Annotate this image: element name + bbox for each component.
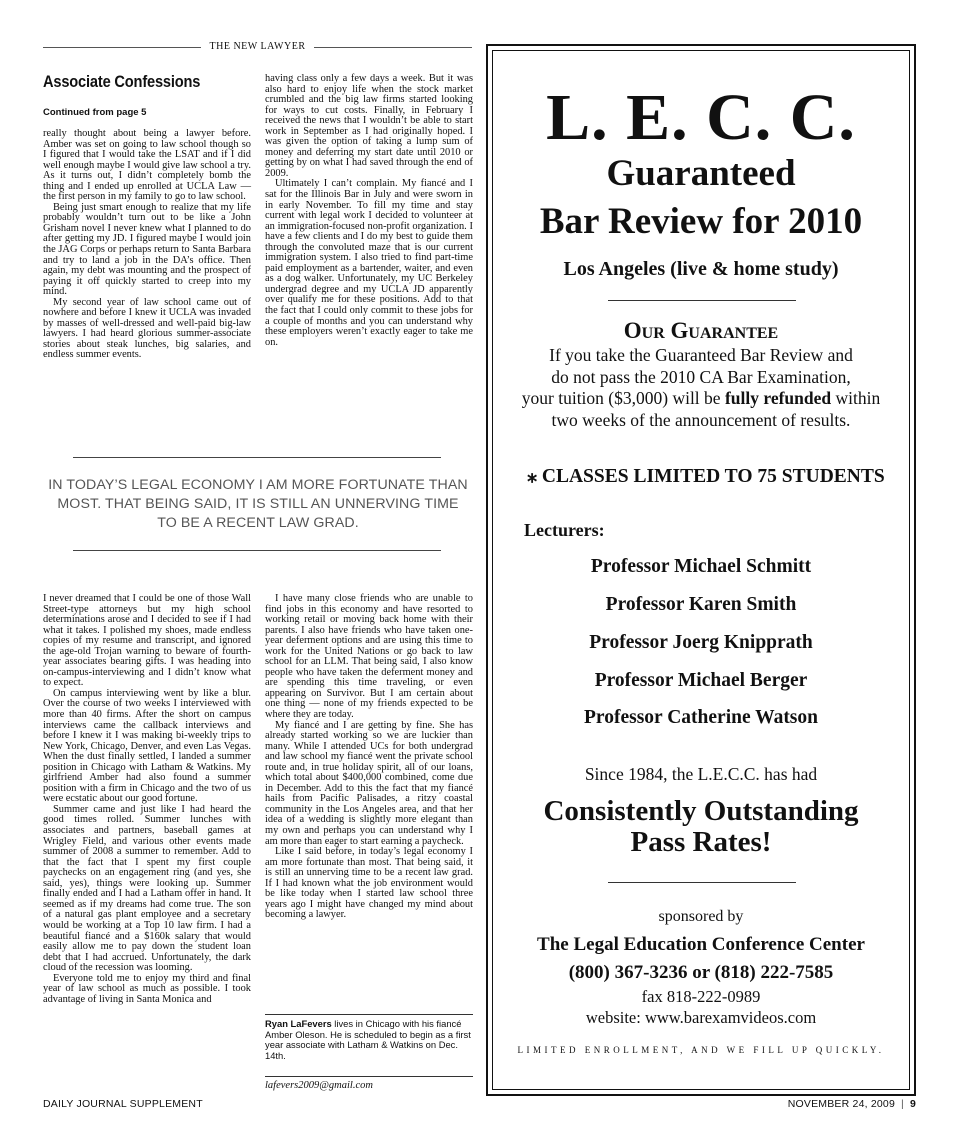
paragraph: My fiancé and I are getting by fine. She has already started working so we are luckier than many. While I attended UCs for both undergrad and law school my fiancé went the private school route and, in true holiday spirit, all of our loans, which total about $400,000 combined, come due in December. Add to this the fact that my fiancé hails from Pacific Palisades, a ritzy coastal community in the Los Angeles area, and that her idea of a wedding is slightly more elegant than my own and perhaps you can understand why I am more than eager to start earning a paycheck.	[265, 719, 473, 847]
footer-date-page	[788, 1098, 916, 1110]
guarantee-emphasis: fully refunded	[724, 388, 832, 408]
guarantee-line-part: within	[831, 388, 881, 408]
footer-separator: |	[901, 1098, 904, 1110]
sponsor-name: The Legal Education Conference Center	[537, 934, 865, 955]
bio-rule-bottom	[265, 1076, 473, 1077]
header-rule-left	[43, 47, 201, 48]
pass-rates-headline	[492, 796, 910, 858]
pass-rates-line: Pass Rates!	[630, 826, 772, 858]
lecturer-name: Professor Michael Schmitt	[590, 556, 812, 577]
paragraph: Ultimately I can’t complain. My fiancé and I sat for the Illinois Bar in July and were sworn in in early November. To fill my time and stay current with legal work I decided to volunteer at an immigration-focused non-profit organization. I have a few clients and I do my best to guide them through the convoluted maze that is our current immigration system. I also tried to find part-time paid employment as a bartender, waiter, and even as a dog walker. Unfortunately, my UC Berkeley undergrad degree and my UCLA JD apparently over qualify me for these positions. Add to that the fact that I could only commit to these jobs for a couple of months and you can understand why these employers weren’t exactly eager to take me on.	[265, 178, 473, 348]
page-number: 9	[909, 1098, 916, 1110]
paragraph: Like I said before, in today’s legal economy I am more fortunate than most. That being said, it is still an unnerving time to be a recent law grad. If I had known what the job environment would be like today when I started law school three years ago I might have changed my mind about becoming a lawyer.	[265, 846, 473, 921]
guarantee-text	[492, 345, 910, 431]
class-limit: ⁎ CLASSES LIMITED TO 75 STUDENTS	[527, 466, 885, 487]
paragraph: having class only a few days a week. But it was also hard to enjoy life when the stock market crumbled and the big law firms started looking for ways to cut costs. Finally, in February I received the news that I wouldn’t be able to start work in September as I had originally hoped. I was given the option of taking a lump sum of money and deferring my start date until 2010 or getting by on what I had saved through the end of 2009.	[265, 73, 473, 179]
since-statement: Since 1984, the L.E.C.C. has had	[584, 764, 818, 784]
paragraph: I never dreamed that I could be one of those Wall Street-type attorneys but my high school determinations arose and I decided to see if I had what it takes. I polished my shoes, made endless copies of my resume and transcript, and ignored the age-old Trojan warning to beware of fourth-year associates bearing gifts. I was heading into on-campus-interviewing and I didn’t know what to expect.	[43, 593, 251, 689]
paragraph: My second year of law school came out of nowhere and before I knew it UCLA was invaded by masses of well-dressed and well-paid big-law lawyers. I had heard glorious summer-associate stories about steak lunches, big salaries, and endless summer events.	[43, 296, 251, 361]
article-column-3	[43, 594, 251, 1005]
pullquote-rule-top	[73, 457, 441, 458]
guarantee-heading: Our Guarantee	[623, 318, 779, 343]
guarantee-line: do not pass the 2010 CA Bar Examination,	[551, 366, 851, 387]
paragraph: I have many close friends who are unable to find jobs in this economy and have resorted to working retail or moving back home with their parents. I also have friends who have taken one-year deferment options and are using this time to work for the United Nations or go back to law school for an LLM. That being said, I also know people who have taken the deferment money and are spending this time traveling, or even appearing on Survivor. But I am certain about one thing — none of my friends expected to be where they are today.	[265, 593, 473, 721]
paragraph: Being just smart enough to realize that my life probably wouldn’t turn out to be like a John Grisham novel I never knew what I planned to do after getting my JD. I figured maybe I would join the JAG Corps or perhaps return to Santa Barbara and try to land a job in the DA’s office. Then again, my debt was mounting and the prospect of paying it off quickly started to creep into my mind.	[43, 201, 251, 298]
footer-supplement: DAILY JOURNAL SUPPLEMENT	[43, 1098, 203, 1110]
paragraph: Everyone told me to enjoy my third and final year of law school as much as possible. I took advantage of living in Santa Monica and	[43, 972, 251, 1005]
sponsor-website: website: www.barexamvideos.com	[585, 1008, 817, 1027]
enrollment-note: LIMITED ENROLLMENT, AND WE FILL UP QUICKLY.	[517, 1045, 885, 1055]
author-email: lafevers2009@gmail.com	[265, 1080, 373, 1091]
lecturer-name: Professor Karen Smith	[605, 594, 797, 615]
ad-location: Los Angeles (live & home study)	[563, 258, 839, 280]
guarantee-line: If you take the Guaranteed Bar Review and	[549, 345, 853, 365]
ad-divider-2	[608, 882, 796, 883]
paragraph: really thought about being a lawyer before. Amber was set on going to law school though so I figured that I would take the LSAT and if I did well enough maybe I would give law school a try. As it turns out, I didn’t completely bomb the thing and I ended up enrolled at UCLA Law — the first person in my family to go to law school.	[43, 128, 251, 203]
guarantee-line	[492, 388, 910, 410]
ad-divider-1	[608, 300, 796, 301]
pass-rates-line: Consistently Outstanding	[543, 795, 859, 827]
ad-headline-2: Bar Review for 2010	[539, 201, 863, 242]
ad-title: L. E. C. C.	[546, 81, 856, 154]
author-bio	[265, 1019, 475, 1061]
bio-rule-top	[265, 1014, 473, 1015]
article-column-2	[265, 74, 473, 348]
header-rule-right	[314, 47, 472, 48]
sponsored-by: sponsored by	[658, 908, 744, 925]
lecturer-name: Professor Michael Berger	[594, 670, 808, 691]
ad-headline-1: Guaranteed	[606, 153, 796, 194]
paragraph: On campus interviewing went by like a blur. Over the course of two weeks I interviewed with more than 40 firms. After the short on campus interviews came the callback interviews and before I knew it I was making bi-weekly trips to New York, Chicago, Denver, and even Las Vegas. When the dust finally settled, I landed a summer position in Chicago with Latham & Watkins. My girlfriend Amber had also found a summer position with a firm in Chicago and the two of us were ecstatic about our good fortune.	[43, 687, 251, 805]
sponsor-fax: fax 818-222-0989	[641, 987, 761, 1006]
pullquote-rule-bottom	[73, 550, 441, 551]
guarantee-line: two weeks of the announcement of results.	[551, 409, 851, 430]
publication-name: THE NEW LAWYER	[209, 41, 306, 52]
article-kicker: Associate Confessions	[43, 72, 201, 91]
pullquote: IN TODAY’S LEGAL ECONOMY I AM MORE FORTUNATE THAN MOST. THAT BEING SAID, IT IS STILL AN UNNERVING TIME TO BE A RECENT LAW GRAD.	[48, 477, 468, 531]
lecturer-name: Professor Catherine Watson	[584, 707, 818, 728]
article-column-1	[43, 129, 251, 361]
continued-from: Continued from page 5	[43, 107, 147, 118]
lecturers-label: Lecturers:	[524, 520, 605, 540]
lecturer-name: Professor Joerg Knipprath	[589, 632, 813, 653]
guarantee-line-part: your tuition ($3,000) will be	[521, 388, 725, 408]
article-column-4	[265, 594, 473, 921]
author-bio-text: lives in Chicago with his fiancé Amber Oleson. He is scheduled to begin as a first year associate with Latham & Watkins on Dec. 14th.	[265, 1018, 471, 1061]
paragraph: Summer came and just like I had heard the good times rolled. Summer lunches with associates and partners, baseball games at Wrigley Field, and various other events made summer of 2008 a summer to remember. Add to that the fact that I spent my first couple paychecks on an engagement ring (and yes, she said, yes), things were looking up. Summer finally ended and I had a Latham offer in hand. It seemed as if my dreams had come true. The son of a natural gas plant employee and a secretary would be working at a Top 10 law firm. I had a beautiful fiancé and a $160k salary that would easily allow me to pay down the student loan debt that I had accrued. Unfortunately, the dark cloud of the recession was looming.	[43, 803, 251, 974]
author-name: Ryan LaFevers	[265, 1018, 332, 1029]
footer-date: NOVEMBER 24, 2009	[787, 1098, 896, 1110]
sponsor-phone: (800) 367-3236 or (818) 222-7585	[568, 962, 834, 983]
